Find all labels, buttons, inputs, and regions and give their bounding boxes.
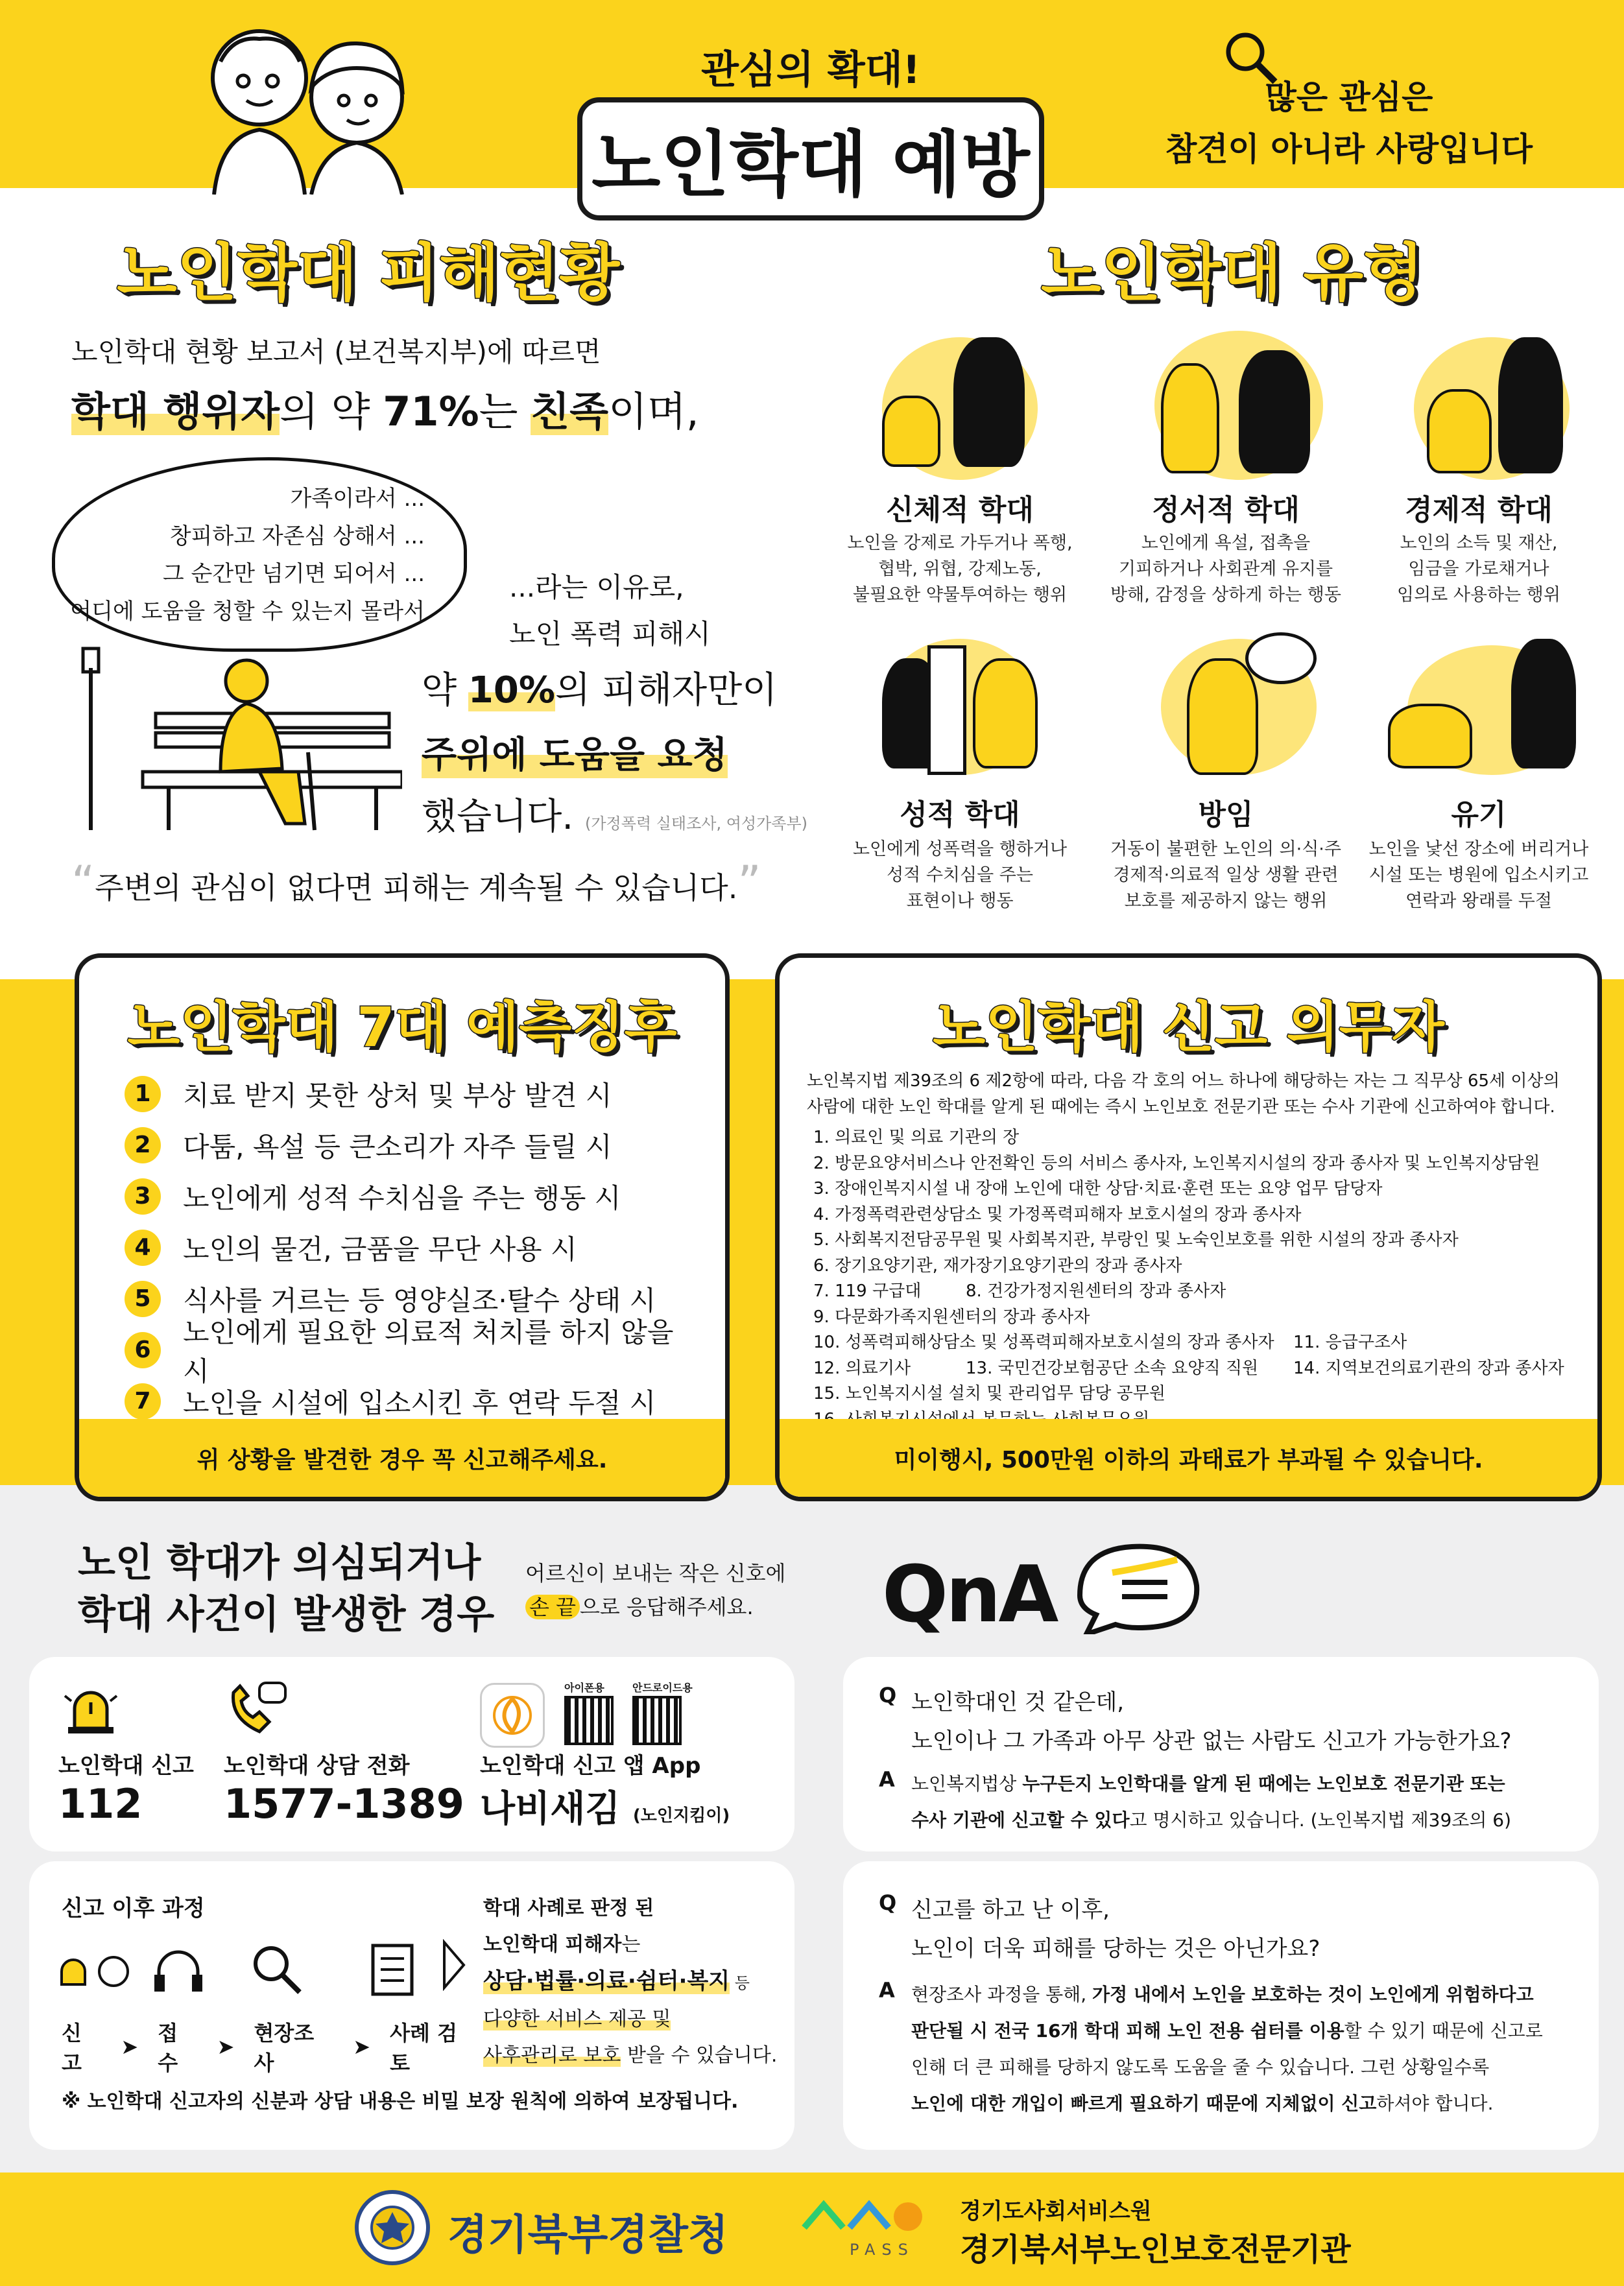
pass-logo-icon [798, 2192, 927, 2237]
app-name: 나비새김 (노인지킴이) [480, 1788, 730, 1830]
status-intro: 노인학대 현황 보고서 (보건복지부)에 따르면 [71, 336, 601, 368]
speech-bubble: 가족이라서 ... 창피하고 자존심 상해서 ... 그 순간만 넘기면 되어서 ... 어디에 도움을 청할 수 있는지 몰라서 [52, 457, 467, 652]
status-quote: “주변의 관심이 없다면 피해는 계속될 수 있습니다.” [71, 856, 761, 909]
arrow-right-icon: ➤ [353, 2034, 371, 2059]
list-item: 4. 가정폭력관련상담소 및 가정폭력피해자 보호시설의 장과 종사자 [813, 1204, 1302, 1224]
footer-org2: 경기북서부노인보호전문기관 [960, 2232, 1351, 2268]
arrow-right-icon: ➤ [217, 2034, 235, 2059]
process-title: 신고 이후 과정 [62, 1896, 205, 1922]
status-pct: 약 10%의 피해자만이 [422, 669, 778, 711]
search-icon [246, 1939, 305, 1997]
list-item: 3 노인에게 성적 수치심을 주는 행동 시 [125, 1171, 708, 1222]
contact-card [29, 1657, 794, 1851]
type-desc: 거동이 불편한 노인의 의·식·주 경제적·의료적 일상 생활 관련 보호를 제공하지 않는 행위 [1110, 839, 1341, 911]
list-item: 3. 장애인복지시설 내 장애 노인에 대한 상담·치료·훈련 또는 요양 업무 담당자 [813, 1179, 1383, 1198]
type-desc: 노인에게 욕설, 접촉을 기피하거나 사회관계 유지를 방해, 감정을 상하게 하는 행동 [1110, 533, 1341, 605]
chat-bubble-icon [1067, 1537, 1236, 1634]
footer-org1: 경기도사회서비스원 [960, 2198, 1152, 2224]
list-item: 7 노인을 시설에 입소시킨 후 연락 두절 시 [125, 1375, 708, 1427]
question: 노인학대인 것 같은데, 노인이나 그 가족과 아무 상관 없는 사람도 신고가 가능한가요? [911, 1689, 1512, 1754]
app-label: 노인학대 신고 앱 App [480, 1753, 701, 1779]
page-title: 노인학대 예방 [577, 97, 1044, 220]
q-marker: Q [879, 1683, 897, 1708]
qr-ios-label: 아이폰용 [564, 1682, 604, 1694]
elderly-couple-illustration [182, 13, 454, 195]
financial-abuse-icon [1388, 324, 1621, 486]
list-item: 4 노인의 물건, 금품을 무단 사용 시 [125, 1222, 708, 1273]
list-item: 12. 의료기사 13. 국민건강보험공단 소속 요양직 직원 14. 지역보건의료기관의 장과 종사자 [813, 1358, 1564, 1378]
type-name: 경제적 학대 [1405, 494, 1553, 527]
headset-icon [149, 1946, 208, 1997]
duty-title: 노인학대 신고 의무자 [933, 995, 1444, 1059]
abandonment-icon [1381, 632, 1615, 781]
type-desc: 노인을 낯선 장소에 버리거나 시설 또는 병원에 입소시키고 연락과 왕래를 두절 [1368, 839, 1589, 911]
play-arrow-icon [441, 1939, 467, 1991]
report-heading: 노인 학대가 의심되거나 학대 사건이 발생한 경우 [78, 1540, 495, 1637]
list-item: 15. 노인복지시설 설치 및 관리업무 담당 공무원 [813, 1384, 1166, 1403]
signs-list [125, 1068, 708, 1427]
type-name: 신체적 학대 [886, 494, 1034, 527]
list-item: 1. 의료인 및 의료 기관의 장 [813, 1128, 1020, 1147]
answer: 노인복지법상 누구든지 노인학대를 알게 된 때에는 노인보호 전문기관 또는 수사 기관에 신고할 수 있다고 명시하고 있습니다. (노인복지법 제39조의 6) [911, 1773, 1512, 1831]
type-desc: 노인에게 성폭력을 행하거나 성적 수치심을 주는 표현이나 행동 [852, 839, 1068, 911]
list-item: 6 노인에게 필요한 의료적 처치를 하지 않을 시 [125, 1324, 708, 1375]
list-item: 10. 성폭력피해상담소 및 성폭력피해자보호시설의 장과 종사자 11. 응급구조사 [813, 1333, 1407, 1352]
process-steps [62, 2017, 477, 2077]
footer-police: 경기북부경찰청 [448, 2211, 728, 2259]
footer-pass: PASS [850, 2241, 914, 2259]
police-number[interactable]: 112 [58, 1780, 143, 1828]
arrow-right-icon: ➤ [121, 2034, 139, 2059]
header-slogan: 많은 관심은 참견이 아니라 사랑입니다 [1165, 78, 1533, 168]
duty-intro: 노인복지법 제39조의 6 제2항에 따라, 다음 각 호의 어느 하나에 해당하는 자는 그 직무상 65세 이상의 사람에 대한 노인 학대를 알게 된 때에는 즉시 노인보호 전문기관 또는 수사 기관에 신고하여야 합니다. [807, 1071, 1560, 1117]
neglect-icon [1122, 632, 1355, 781]
type-name: 방임 [1198, 798, 1254, 831]
police-emblem-logo [353, 2189, 431, 2267]
siren-icon [62, 1683, 120, 1735]
types-title: 노인학대 유형 [1041, 237, 1424, 309]
list-item: 5 식사를 거르는 등 영양실조·탈수 상태 시 [125, 1273, 708, 1324]
qna-card-2 [843, 1861, 1599, 2150]
status-ending: 했습니다. (가정폭력 실태조사, 여성가족부) [422, 796, 808, 838]
list-item: 5. 사회복지전담공무원 및 사회복지관, 부랑인 및 노숙인보호를 위한 시설의 장과 종사자 [813, 1230, 1459, 1250]
report-note: 어르신이 보내는 작은 신호에 손 끝 으로 응답해주세요. [525, 1561, 786, 1619]
header-tagline: 관심의 확대! [700, 47, 921, 93]
duty-box [775, 953, 1602, 1501]
question: 신고를 하고 난 이후, 노인이 더욱 피해를 당하는 것은 아닌가요? [911, 1897, 1320, 1962]
checklist-icon [366, 1942, 418, 1997]
elderly-bench-illustration [65, 642, 402, 837]
report-step-icon [55, 1946, 146, 1997]
process-card [29, 1861, 794, 2150]
status-title: 노인학대 피해현황 [117, 237, 620, 309]
a-marker: A [879, 1767, 895, 1792]
type-name: 정서적 학대 [1152, 494, 1300, 527]
list-item: 2 다툼, 욕설 등 큰소리가 자주 들릴 시 [125, 1119, 708, 1171]
signs-box [75, 953, 730, 1501]
type-name: 성적 학대 [900, 798, 1020, 831]
police-label: 노인학대 신고 [58, 1753, 194, 1779]
list-item: 6. 장기요양기관, 재가장기요양기관의 장과 종사자 [813, 1256, 1182, 1276]
phone-icon [224, 1680, 289, 1738]
status-request: 주위에 도움을 요청 [422, 726, 728, 778]
process-step: 사례 검토 [390, 2021, 457, 2075]
privacy-note: ※ 노인학대 신고자의 신분과 상담 내용은 비밀 보장 원칙에 의하여 보장됩니다. [62, 2090, 739, 2113]
process-step: 현장조사 [254, 2021, 315, 2075]
type-desc: 노인을 강제로 가두거나 폭행, 협박, 위협, 강제노동, 불필요한 약물투여하는 행위 [847, 533, 1073, 605]
type-name: 유기 [1451, 798, 1507, 831]
list-item: 1 치료 받지 못한 상처 및 부상 발견 시 [125, 1068, 708, 1119]
type-desc: 노인의 소득 및 재산, 임금을 가로채거나 임의로 사용하는 행위 [1397, 533, 1560, 605]
a-marker: A [879, 1978, 895, 2003]
emotional-abuse-icon [1122, 324, 1355, 486]
status-reason: ...라는 이유로, 노인 폭력 피해시 [509, 571, 711, 650]
duty-list [813, 1125, 1592, 1433]
q-marker: Q [879, 1890, 897, 1915]
hotline-label: 노인학대 상담 전화 [224, 1753, 410, 1779]
hotline-number[interactable]: 1577-1389 [224, 1780, 464, 1828]
duty-footer: 미이행시, 500만원 이하의 과태료가 부과될 수 있습니다. [780, 1419, 1597, 1497]
sexual-abuse-icon [843, 632, 1077, 781]
list-item: 7. 119 구급대 8. 건강가정지원센터의 장과 종사자9. 다문화가족지원센터의 장과 종사자 [813, 1281, 1226, 1327]
list-item: 2. 방문요양서비스나 안전확인 등의 서비스 종사자, 노인복지시설의 장과 종사자 및 노인복지상담원 [813, 1153, 1540, 1173]
process-step: 접수 [158, 2021, 178, 2075]
qna-title: QnA [882, 1550, 1057, 1640]
app-logo-icon [480, 1683, 545, 1748]
process-result: 학대 사례로 판정 된 노인학대 피해자는 상담·법률·의료·쉼터·복지 등 다양한 서비스 제공 및 사후관리로 보호 받을 수 있습니다. [483, 1897, 778, 2067]
qr-android-label: 안드로이드용 [632, 1682, 693, 1694]
qr-android[interactable] [632, 1696, 682, 1745]
qna-card-1 [843, 1657, 1599, 1851]
physical-abuse-icon [843, 324, 1077, 486]
process-step: 신고 [62, 2021, 82, 2075]
signs-title: 노인학대 7대 예측징후 [127, 995, 677, 1059]
qr-ios[interactable] [564, 1696, 614, 1745]
status-stat: 학대 행위자의 약 71%는 친족이며, [71, 388, 699, 435]
signs-footer: 위 상황을 발견한 경우 꼭 신고해주세요. [79, 1419, 725, 1497]
answer: 현장조사 과정을 통해, 가정 내에서 노인을 보호하는 것이 노인에게 위험하다고 판단될 시 전국 16개 학대 피해 노인 전용 쉼터를 이용할 수 있기 때문에 신고로 인해 더 큰 피해를 당하지 않도록 도움을 줄 수 있습니다. 그런 상황일수록 노인에 대한 개입이 빠르게 필요하기 때문에 지체없이 신고하셔야 합니다. [911, 1984, 1543, 2114]
